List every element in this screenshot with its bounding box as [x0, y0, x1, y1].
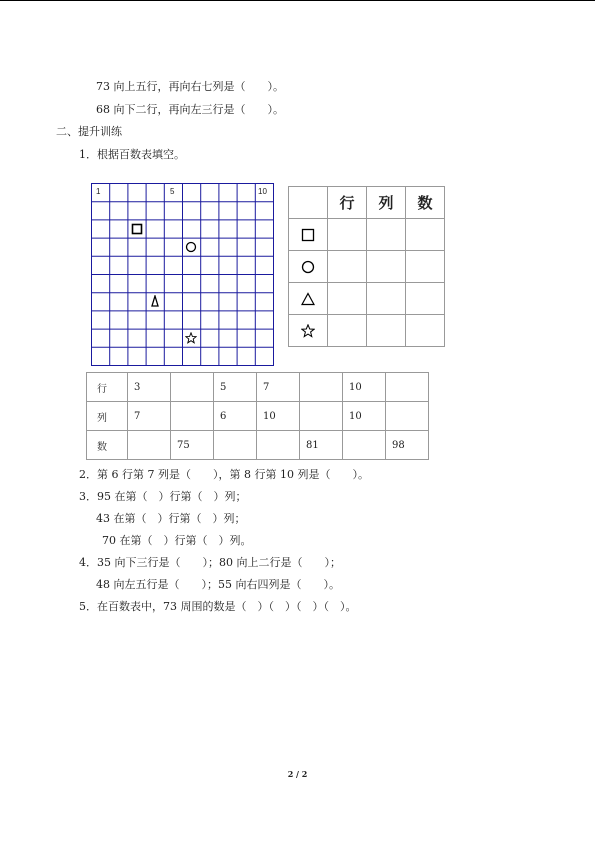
table-row-triangle [289, 283, 445, 315]
table-header-row [289, 187, 445, 219]
question-2: 2．第 6 行第 7 列是（ ），第 8 行第 10 列是（ ）。 [79, 468, 369, 481]
answer-cell[interactable] [367, 219, 406, 251]
answer-cell[interactable] [328, 315, 367, 347]
table-row-circle [289, 251, 445, 283]
answer-cell[interactable] [406, 251, 445, 283]
row-column-number-table [86, 372, 429, 460]
grid-lines [91, 183, 274, 366]
exercise-line-73: 73 向上五行，再向右七列是（ ）。 [96, 80, 284, 93]
grid-label-5: 5 [170, 187, 175, 196]
grid-label-1: 1 [96, 187, 101, 196]
table-cell[interactable]: 6 [214, 402, 257, 431]
section-heading: 二、提升训练 [56, 125, 122, 138]
square-icon [131, 223, 143, 235]
table-cell[interactable]: 7 [128, 402, 171, 431]
question-3: 3．95 在第（ ）行第（ ）列； [79, 490, 247, 503]
table-cell[interactable]: 7 [257, 373, 300, 402]
table-cell[interactable] [257, 431, 300, 460]
grid-label-10: 10 [258, 187, 267, 196]
answer-cell[interactable] [328, 219, 367, 251]
star-icon [185, 332, 197, 344]
table-row-square [289, 219, 445, 251]
answer-cell[interactable] [406, 283, 445, 315]
header-row: 行 [328, 187, 367, 219]
triangle-icon [149, 295, 161, 307]
answer-cell[interactable] [328, 251, 367, 283]
star-icon [289, 315, 328, 347]
hundred-chart-grid [91, 183, 274, 366]
page-number: 2 / 2 [287, 769, 308, 779]
table-row-numbers [87, 431, 429, 460]
table-cell[interactable]: 81 [300, 431, 343, 460]
answer-cell[interactable] [406, 315, 445, 347]
table-cell[interactable] [171, 373, 214, 402]
table-cell[interactable] [171, 402, 214, 431]
header-corner [289, 187, 328, 219]
shape-position-table [288, 186, 445, 347]
table-cell[interactable] [214, 431, 257, 460]
answer-cell[interactable] [367, 251, 406, 283]
table-cell[interactable] [128, 431, 171, 460]
question-3-part-3: 70 在第（ ）行第（ ）列。 [102, 534, 252, 547]
answer-cell[interactable] [367, 315, 406, 347]
header-column: 列 [367, 187, 406, 219]
answer-cell[interactable] [367, 283, 406, 315]
table-row-rows [87, 373, 429, 402]
table-cell[interactable]: 98 [386, 431, 429, 460]
question-3-part-2: 43 在第（ ）行第（ ）列； [96, 512, 246, 525]
table-cell[interactable]: 75 [171, 431, 214, 460]
answer-cell[interactable] [328, 283, 367, 315]
top-rule [0, 0, 595, 1]
table-cell[interactable]: 10 [343, 373, 386, 402]
answer-cell[interactable] [406, 219, 445, 251]
table-cell[interactable] [343, 431, 386, 460]
table-cell[interactable] [300, 402, 343, 431]
triangle-icon [289, 283, 328, 315]
square-icon [289, 219, 328, 251]
table-row-columns [87, 402, 429, 431]
circle-icon [289, 251, 328, 283]
question-5: 5．在百数表中，73 周围的数是（ ）（ ）（ ）（ ）。 [79, 600, 357, 613]
table-cell[interactable]: 5 [214, 373, 257, 402]
table-cell[interactable] [386, 402, 429, 431]
table-cell[interactable] [386, 373, 429, 402]
circle-icon [185, 241, 197, 253]
table-cell[interactable] [300, 373, 343, 402]
table-cell[interactable]: 10 [343, 402, 386, 431]
table-row-star [289, 315, 445, 347]
question-4: 4．35 向下三行是（ ）；80 向上二行是（ ）； [79, 556, 341, 569]
column-label: 列 [87, 402, 128, 431]
table-cell[interactable]: 3 [128, 373, 171, 402]
header-number: 数 [406, 187, 445, 219]
number-label: 数 [87, 431, 128, 460]
question-1: 1．根据百数表填空。 [79, 148, 185, 161]
exercise-line-68: 68 向下二行，再向左三行是（ ）。 [96, 103, 284, 116]
question-4-part-2: 48 向左五行是（ ）；55 向右四列是（ ）。 [96, 578, 340, 591]
row-label: 行 [87, 373, 128, 402]
table-cell[interactable]: 10 [257, 402, 300, 431]
